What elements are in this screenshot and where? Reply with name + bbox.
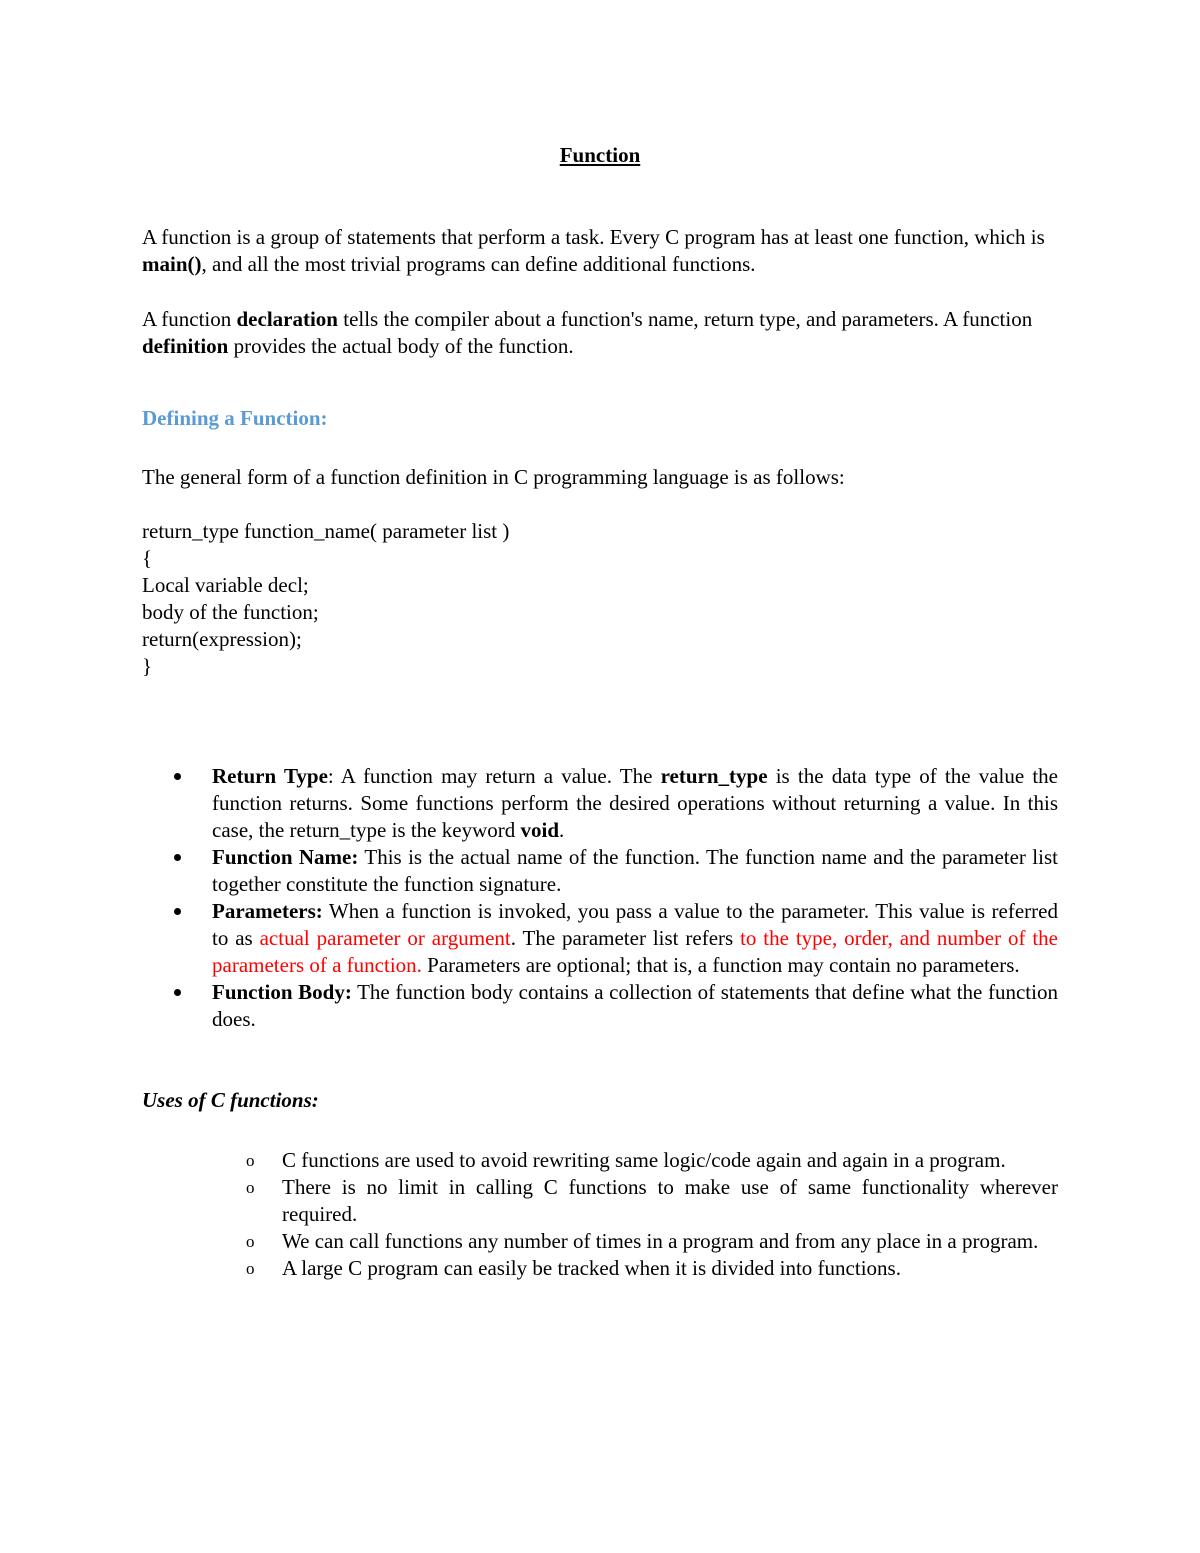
item-text: Parameters are optional; that is, a function may contain no parameters. — [421, 953, 1020, 977]
intro-text: tells the compiler about a function's name, return type, and parameters. A function — [337, 307, 1033, 331]
uses-list-item — [142, 1174, 1058, 1228]
function-parts-list — [142, 763, 1058, 1033]
item-label: Parameters: — [212, 899, 323, 923]
intro-paragraph-2 — [142, 306, 1062, 360]
list-item-parameters — [142, 898, 1058, 979]
uses-list-item — [142, 1228, 1058, 1255]
intro-text: A function is a group of statements that perform a task. Every C program has at least one function, which is — [142, 225, 1045, 249]
item-label: Function Body: — [212, 980, 352, 1004]
intro-paragraph-1 — [142, 224, 1062, 278]
main-keyword: main() — [142, 252, 202, 276]
circle-bullet-icon: o — [246, 1151, 255, 1170]
circle-bullet-icon: o — [246, 1259, 255, 1278]
page-title: Function — [559, 143, 641, 167]
circle-bullet-icon: o — [246, 1232, 255, 1251]
uses-heading: Uses of C functions: — [142, 1088, 319, 1112]
definition-keyword: definition — [142, 334, 229, 358]
uses-list — [142, 1147, 1058, 1282]
bullet-dot-icon — [174, 773, 181, 780]
code-line: Local variable decl; — [142, 573, 309, 597]
list-item-return-type — [142, 763, 1058, 844]
code-line: return_type function_name( parameter list ) — [142, 519, 510, 543]
code-line: body of the function; — [142, 600, 319, 624]
highlight-argument: actual parameter or argument — [259, 926, 511, 950]
bullet-dot-icon — [174, 989, 181, 996]
code-line: return(expression); — [142, 627, 302, 651]
defining-function-heading: Defining a Function: — [142, 406, 328, 430]
intro-text: provides the actual body of the function. — [228, 334, 574, 358]
highlight-parameter-list: to the type, order, and number of the parameters of a function. — [212, 926, 1058, 977]
declaration-keyword: declaration — [236, 307, 338, 331]
item-text: This is the actual name of the function. The function name and the parameter list together constitute the function signature. — [212, 845, 1058, 896]
uses-list-item — [142, 1147, 1058, 1174]
list-item-function-body — [142, 979, 1058, 1033]
general-form-text: The general form of a function definition in C programming language is as follows: — [142, 465, 845, 489]
code-line: } — [142, 654, 153, 678]
list-item-function-name — [142, 844, 1058, 898]
uses-item-text: There is no limit in calling C functions to make use of same functionality wherever required. — [282, 1175, 1058, 1226]
uses-item-text: C functions are used to avoid rewriting same logic/code again and again in a program. — [282, 1148, 1006, 1172]
item-label: Function Name: — [212, 845, 359, 869]
item-text: : A function may return a value. The — [327, 764, 661, 788]
item-text: . The parameter list refers — [510, 926, 741, 950]
void-keyword: void — [520, 818, 559, 842]
item-text: is the data type of the value the function returns. Some functions perform the desired operations without returning a value. In this case, the return_type is the keyword — [212, 764, 1059, 842]
code-line: { — [142, 546, 153, 570]
uses-list-item — [142, 1255, 1058, 1282]
bullet-dot-icon — [174, 854, 181, 861]
circle-bullet-icon: o — [246, 1178, 255, 1197]
bullet-dot-icon — [174, 908, 181, 915]
uses-item-text: We can call functions any number of times in a program and from any place in a program. — [282, 1229, 1039, 1253]
intro-text: , and all the most trivial programs can define additional functions. — [201, 252, 756, 276]
return-type-keyword: return_type — [660, 764, 768, 788]
item-text: . — [559, 818, 565, 842]
item-text: The function body contains a collection of statements that define what the function does. — [212, 980, 1058, 1031]
intro-text: A function — [142, 307, 237, 331]
item-text: When a function is invoked, you pass a value to the parameter. This value is referred to as — [212, 899, 1058, 950]
item-label: Return Type — [212, 764, 328, 788]
uses-item-text: A large C program can easily be tracked when it is divided into functions. — [282, 1256, 901, 1280]
